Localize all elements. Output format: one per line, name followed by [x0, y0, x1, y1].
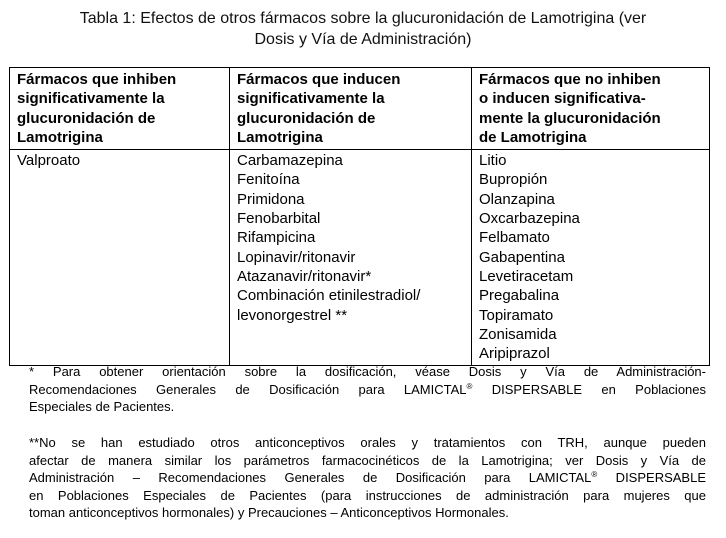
header-line: Fármacos que inducen: [237, 71, 401, 88]
header-line: mente la glucuronidación: [479, 109, 661, 127]
title-line-1: Tabla 1: Efectos de otros fármacos sobre la glucuronidación de Lamotrigina (ver: [79, 10, 647, 27]
drug-item: Atazanavir/ritonavir*: [237, 267, 372, 285]
registered-mark: ®: [466, 381, 473, 391]
drug-item: Combinación etinilestradiol/: [237, 287, 421, 305]
drug-item: Zonisamida: [479, 325, 557, 343]
footnote-line: toman anticonceptivos hormonales) y Precauciones – Anticonceptivos Hormonales.: [29, 505, 509, 521]
drug-item: Felbamato: [479, 229, 550, 247]
header-line: Lamotrigina: [237, 128, 323, 146]
drug-item: Valproato: [17, 152, 81, 170]
header-line: significativamente la: [17, 90, 165, 108]
drug-item: Topiramato: [479, 306, 554, 324]
drug-item: Oxcarbazepina: [479, 210, 580, 228]
footnote-text: Recomendaciones Generales de Dosificación para LAMICTAL: [29, 381, 467, 397]
footnote-line: [29, 381, 706, 399]
drug-item: Levetiracetam: [479, 267, 574, 285]
registered-mark: ®: [591, 470, 598, 480]
drug-item: Litio: [479, 152, 507, 170]
header-inducers: [230, 68, 472, 150]
drug-item: Rifampicina: [237, 229, 316, 247]
drug-item: Bupropión: [479, 171, 548, 189]
header-line: Lamotrigina: [17, 128, 103, 146]
header-inhibitors: [10, 68, 230, 150]
drug-item: Fenobarbital: [237, 210, 321, 228]
header-line: significativamente la: [237, 90, 385, 108]
footnote-text: Administración – Recomendaciones Generales de Dosificación para LAMICTAL: [29, 470, 592, 486]
header-line: Fármacos que inhiben: [17, 71, 177, 88]
footnote-contraceptives: [29, 434, 706, 522]
drug-item: Olanzapina: [479, 190, 555, 208]
table-title: [0, 8, 726, 50]
header-no-effect: [472, 68, 710, 150]
footnote-line: en Poblaciones Especiales de Pacientes (para instrucciones de administración para mujeres que: [29, 487, 706, 503]
table-row: [10, 150, 710, 366]
header-line: glucuronidación de: [17, 109, 156, 127]
footnote-text: DISPERSABLE: [597, 470, 706, 486]
drug-item: Primidona: [237, 190, 305, 208]
drug-item: Fenitoína: [237, 171, 300, 189]
header-line: de Lamotrigina: [479, 128, 587, 146]
drug-item: Gabapentina: [479, 248, 565, 266]
header-line: Fármacos que no inhiben: [479, 71, 661, 88]
footnote-line: afectar de manera similar los parámetros farmacocinéticos de la Lamotrigina; ver Dosis y Vía de: [29, 452, 706, 468]
drug-effects-table: [9, 67, 710, 366]
drug-item: Lopinavir/ritonavir: [237, 248, 356, 266]
cell-inducers-list: [230, 150, 472, 366]
title-line-2: Dosis y Vía de Administración): [254, 31, 472, 48]
footnote-line: **No se han estudiado otros anticonceptivos orales y tratamientos con TRH, aunque pueden: [29, 435, 706, 450]
footnote-line: Especiales de Pacientes.: [29, 399, 175, 415]
footnote-line: [29, 469, 706, 487]
drug-item: Pregabalina: [479, 287, 560, 305]
drug-item: Aripiprazol: [479, 345, 550, 363]
footnote-text: DISPERSABLE en Poblaciones: [472, 381, 707, 397]
drug-item: Carbamazepina: [237, 152, 343, 170]
drug-item: levonorgestrel **: [237, 306, 348, 324]
footnote-line: * Para obtener orientación sobre la dosificación, véase Dosis y Vía de Administración-: [29, 364, 706, 379]
cell-inhibitors-list: [10, 150, 230, 366]
cell-no-effect-list: [472, 150, 710, 366]
footnote-dosing: [29, 363, 706, 416]
table-header-row: [10, 68, 710, 150]
header-line: o inducen significativa-: [479, 90, 646, 108]
header-line: glucuronidación de: [237, 109, 376, 127]
